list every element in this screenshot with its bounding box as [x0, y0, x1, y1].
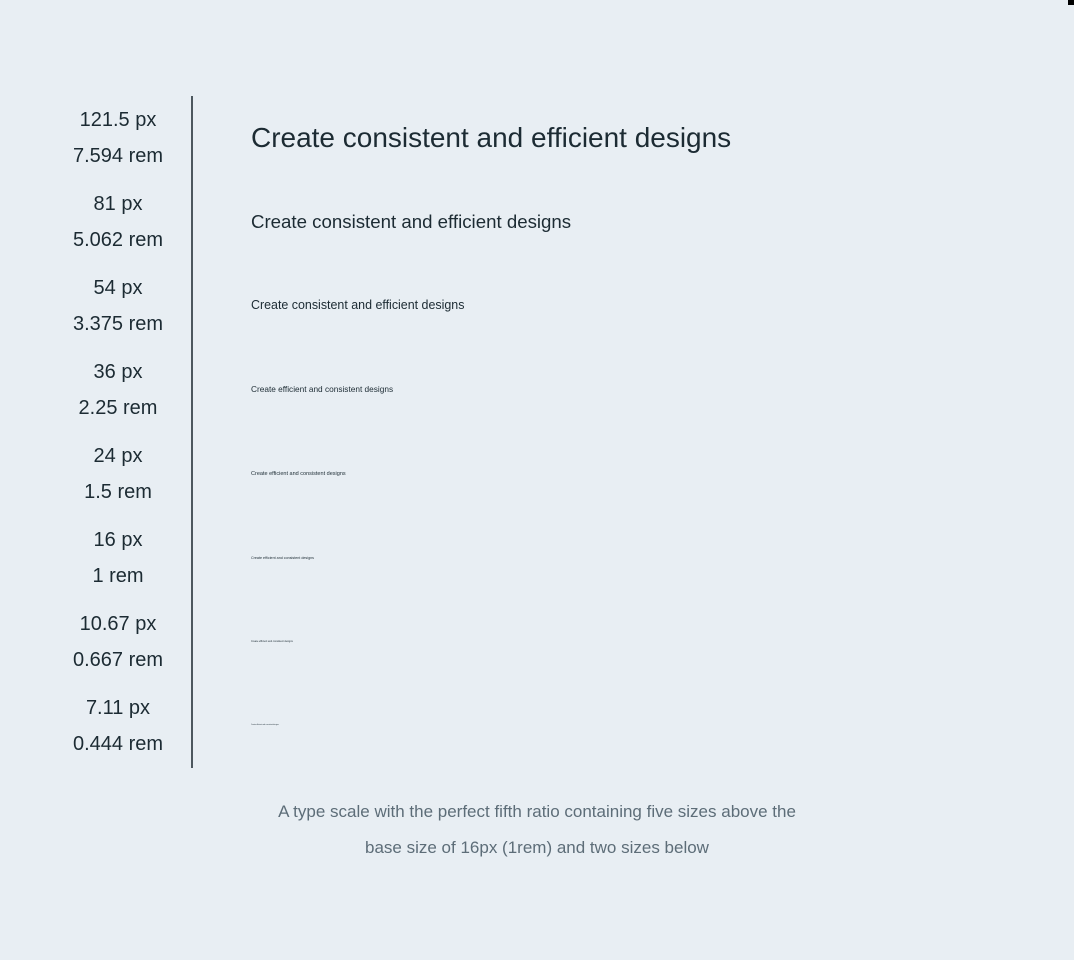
type-scale-row [0, 516, 1074, 600]
sample-text: Create efficient and consistent designs [251, 725, 279, 727]
size-labels [0, 102, 192, 174]
rem-size-label: 3.375 rem [72, 313, 164, 335]
sample-text: Create efficient and consistent designs [251, 639, 293, 643]
type-scale-row [0, 96, 1074, 180]
type-scale-row [0, 600, 1074, 684]
sample-text: Create consistent and efficient designs [251, 210, 572, 232]
rem-size-label: 5.062 rem [72, 229, 164, 251]
sample-text: Create consistent and efficient designs [251, 121, 732, 153]
rem-size-label: 0.444 rem [72, 733, 164, 755]
size-labels [0, 522, 192, 594]
caption-line-1: A type scale with the perfect fifth ratio containing five sizes above the [278, 802, 796, 821]
size-labels [0, 438, 192, 510]
sample-text: Create efficient and consistent designs [251, 470, 346, 477]
sample-text: Create efficient and consistent designs [251, 555, 315, 560]
size-labels [0, 606, 192, 678]
divider-line [191, 96, 193, 768]
px-size-label: 54 px [93, 277, 143, 299]
rem-size-label: 2.25 rem [78, 397, 158, 419]
px-size-label: 10.67 px [79, 613, 157, 635]
size-labels [0, 354, 192, 426]
type-scale-row [0, 348, 1074, 432]
rem-size-label: 1 rem [92, 565, 144, 587]
caption-line-2: base size of 16px (1rem) and two sizes below [365, 838, 709, 857]
rem-size-label: 7.594 rem [72, 145, 164, 167]
caption [0, 794, 1074, 866]
size-labels [0, 270, 192, 342]
sample-text: Create consistent and efficient designs [251, 298, 465, 313]
px-size-label: 121.5 px [79, 109, 157, 131]
sample-text: Create efficient and consistent designs [251, 384, 394, 395]
px-size-label: 7.11 px [85, 697, 151, 719]
corner-artifact [1068, 0, 1074, 5]
type-scale-row [0, 432, 1074, 516]
type-scale-table [0, 96, 1074, 768]
px-size-label: 81 px [93, 193, 143, 215]
size-labels [0, 186, 192, 258]
px-size-label: 16 px [93, 529, 143, 551]
type-scale-row [0, 264, 1074, 348]
px-size-label: 36 px [93, 361, 143, 383]
rem-size-label: 1.5 rem [84, 481, 152, 503]
rem-size-label: 0.667 rem [72, 649, 164, 671]
type-scale-row [0, 180, 1074, 264]
px-size-label: 24 px [93, 445, 143, 467]
size-labels [0, 690, 192, 762]
type-scale-row [0, 684, 1074, 768]
